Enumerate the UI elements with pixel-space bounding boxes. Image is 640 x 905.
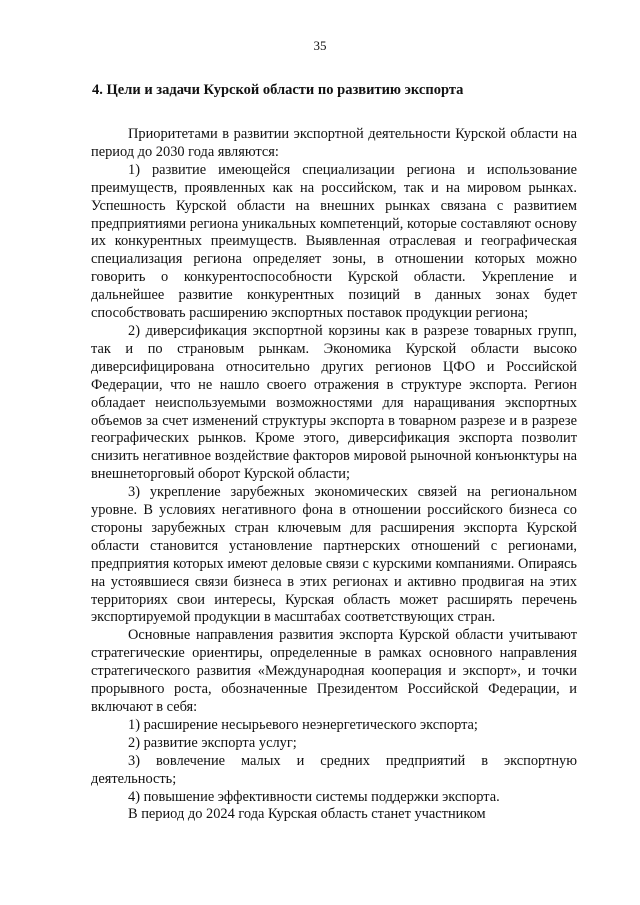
list-item-direction-1: 1) расширение несырьевого неэнергетического экспорта; xyxy=(128,716,478,733)
section-heading: 4. Цели и задачи Курской области по развитию экспорта xyxy=(92,82,464,98)
list-item-direction-2: 2) развитие экспорта услуг; xyxy=(128,734,297,751)
paragraph-closing: В период до 2024 года Курская область станет участником xyxy=(128,806,486,823)
page-number: 35 xyxy=(313,38,327,53)
paragraph-priority-3: 3) укрепление зарубежных экономических связей на региональном уровне. В условиях негативного фона в отношении российского бизнеса со стороны зарубежных стран ключевым для расширения экспорта Курской области становится установление партнерских отношений с регионами, предприятия которых имеют деловые связи с курскими компаниями. Опираясь на устоявшиеся связи бизнеса в этих регионах и активно продвигая на этих территориях свои интересы, Курская область может расширять перечень экспортируемой продукции в масштабах соответствующих стран. xyxy=(91,484,577,626)
paragraph-priority-1: 1) развитие имеющейся специализации региона и использование преимуществ, проявленных как на российском, так и на мировом рынках. Успешность Курской области на внешних рынках связана с развитием предприятиями региона уникальных компетенций, которые составляют основу их конкурентных преимуществ. Выявленная отраслевая и географическая специализация региона определяет зоны, в отношении которых можно говорить о конкурентоспособности Курской области. Укрепление и дальнейшее развитие конкурентных позиций в данных зонах будет способствовать расширению экспортных поставок продукции региона; xyxy=(91,161,577,322)
paragraph-directions: Основные направления развития экспорта Курской области учитывают стратегические ориентиры, определенные в рамках основного направления стратегического развития «Международная кооперация и экспорт», и точки прорывного роста, обозначенные Президентом Российской Федерации, и включают в себя: xyxy=(91,627,577,715)
list-item-direction-4: 4) повышение эффективности системы поддержки экспорта. xyxy=(128,788,500,805)
list-item-direction-3: 3) вовлечение малых и средних предприятий в экспортную деятельность; xyxy=(91,752,577,787)
body-text xyxy=(91,126,577,824)
paragraph-intro: Приоритетами в развитии экспортной деятельности Курской области на период до 2030 года являются: xyxy=(91,126,577,160)
paragraph-priority-2: 2) диверсификация экспортной корзины как в разрезе товарных групп, так и по страновым рынкам. Экономика Курской области высоко диверсифицирована относительно других регионов ЦФО и Российской Федерации, что не нашло своего отражения в структуре экспорта. Регион обладает неиспользуемыми возможностями для наращивания экспортных объемов за счет изменений структуры экспорта в товарном разрезе и в разрезе географических рынков. Кроме этого, диверсификация экспорта позволит снизить негативное воздействие факторов мировой рыночной конъюнктуры на внешнеторговый оборот Курской области; xyxy=(91,322,577,483)
